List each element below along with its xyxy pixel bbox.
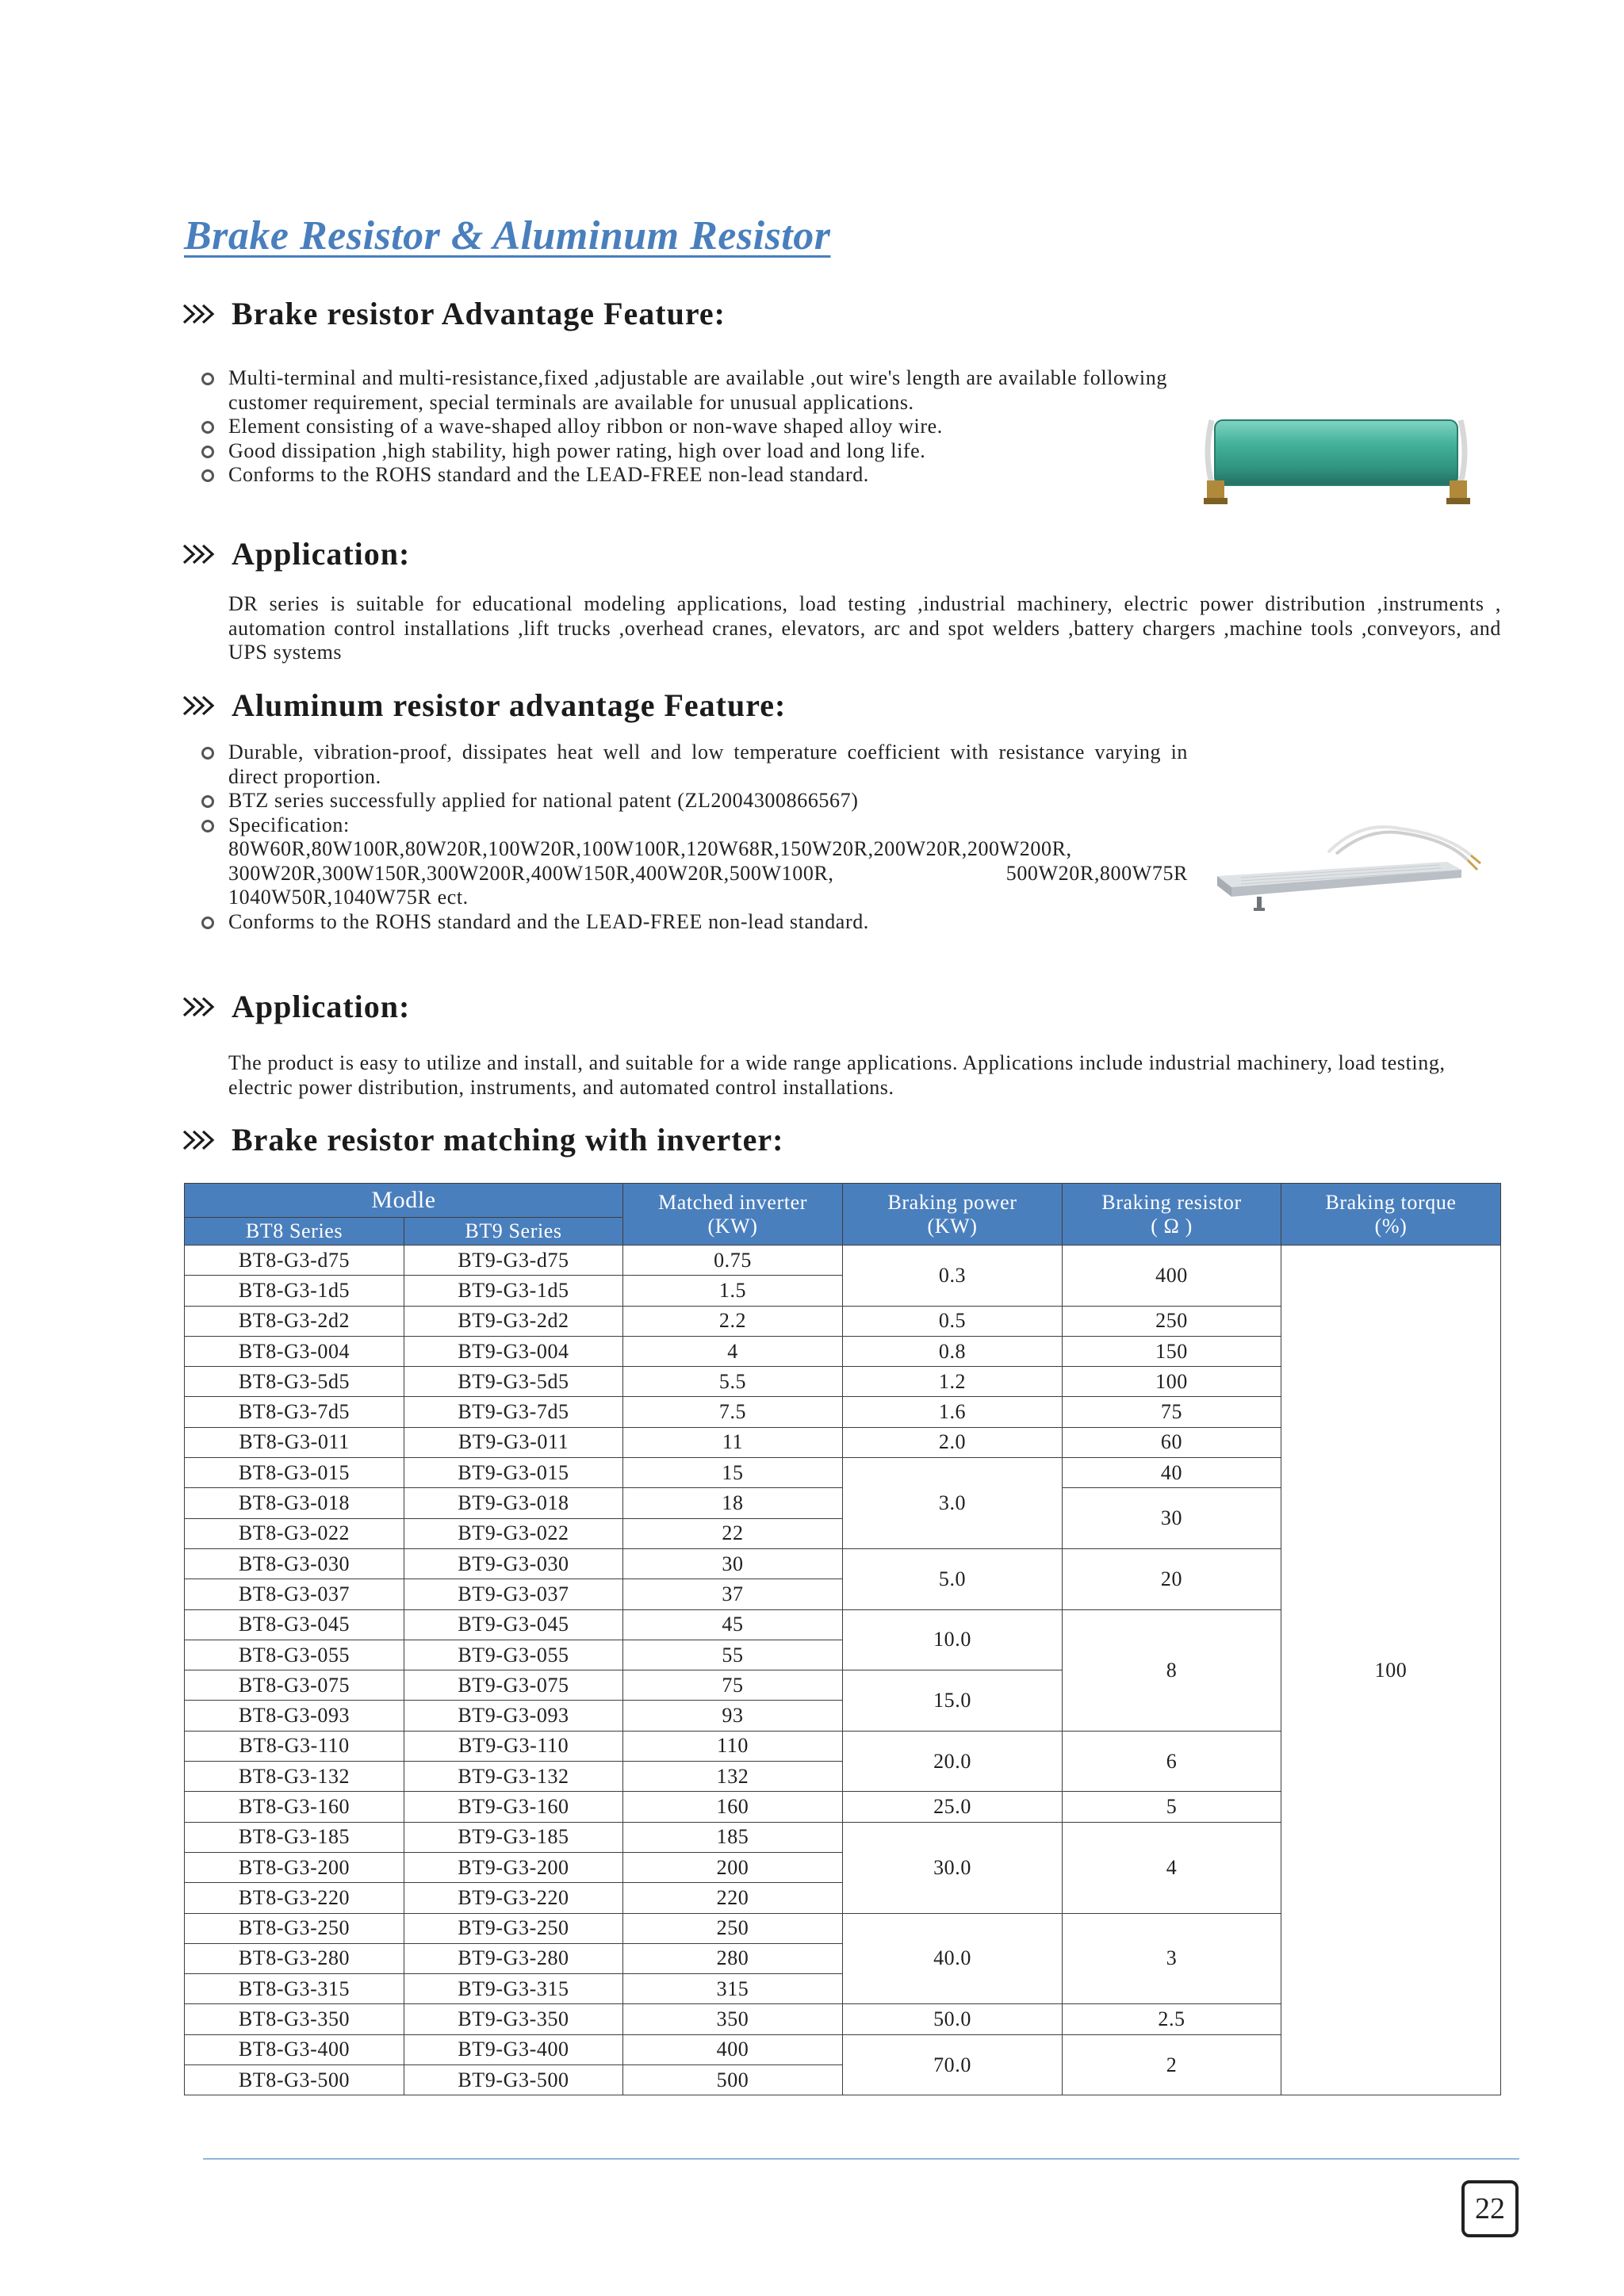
- bt9-model-cell: BT9-G3-075: [404, 1670, 623, 1701]
- matched-inverter-cell: 30: [623, 1548, 843, 1578]
- bt9-model-cell: BT9-G3-030: [404, 1548, 623, 1578]
- list-item: BTZ series successfully applied for national patent (ZL2004300866567): [198, 789, 1188, 813]
- header-braking-torque: Braking torque (%): [1281, 1184, 1501, 1246]
- bullet-icon: [201, 820, 214, 832]
- bullet-icon: [201, 916, 214, 929]
- header-bt8-series: BT8 Series: [185, 1218, 404, 1246]
- bullet-icon: [201, 446, 214, 458]
- aluminum-features-heading-text: Aluminum resistor advantage Feature:: [232, 687, 787, 723]
- matched-inverter-cell: 75: [623, 1670, 843, 1701]
- matched-inverter-cell: 0.75: [623, 1246, 843, 1276]
- bt9-model-cell: BT9-G3-220: [404, 1883, 623, 1913]
- bt8-model-cell: BT8-G3-132: [185, 1762, 404, 1792]
- page-title: Brake Resistor & Aluminum Resistor: [184, 213, 831, 258]
- bt8-model-cell: BT8-G3-075: [185, 1670, 404, 1701]
- matched-inverter-cell: 500: [623, 2065, 843, 2095]
- bt9-model-cell: BT9-G3-5d5: [404, 1367, 623, 1397]
- bt8-model-cell: BT8-G3-185: [185, 1822, 404, 1852]
- bt8-model-cell: BT8-G3-022: [185, 1518, 404, 1548]
- brake-features-heading-text: Brake resistor Advantage Feature:: [232, 296, 726, 331]
- matched-inverter-cell: 18: [623, 1488, 843, 1518]
- list-item: Multi-terminal and multi-resistance,fixed ,adjustable are available ,out wire's length are available following customer requirement, special terminals are available for unusual applications.: [198, 366, 1189, 415]
- double-chevron-icon: [181, 1129, 219, 1151]
- bt8-model-cell: BT8-G3-160: [185, 1792, 404, 1822]
- bt8-model-cell: BT8-G3-5d5: [185, 1367, 404, 1397]
- matching-heading: [181, 1121, 783, 1158]
- bt9-model-cell: BT9-G3-160: [404, 1792, 623, 1822]
- bt9-model-cell: BT9-G3-004: [404, 1336, 623, 1366]
- braking-power-cell: 2.0: [843, 1427, 1063, 1457]
- braking-resistor-cell: 30: [1063, 1488, 1281, 1549]
- bt9-model-cell: BT9-G3-110: [404, 1731, 623, 1761]
- matched-inverter-cell: 22: [623, 1518, 843, 1548]
- braking-power-cell: 0.8: [843, 1336, 1063, 1366]
- double-chevron-icon: [181, 543, 219, 565]
- braking-resistor-cell: 2.5: [1063, 2004, 1281, 2034]
- bt8-model-cell: BT8-G3-030: [185, 1548, 404, 1578]
- list-item: Element consisting of a wave-shaped alloy ribbon or non-wave shaped alloy wire.: [198, 415, 1189, 439]
- matched-inverter-cell: 5.5: [623, 1367, 843, 1397]
- application-text-2: The product is easy to utilize and install, and suitable for a wide range applications. Applications include industrial machinery, load testing, electric power distribution, instruments, and automated control installations.: [228, 1051, 1446, 1099]
- list-item: Good dissipation ,high stability, high power rating, high over load and long life.: [198, 439, 1189, 464]
- brake-features-heading: [181, 295, 726, 332]
- bullet-icon: [201, 795, 214, 808]
- braking-resistor-cell: 60: [1063, 1427, 1281, 1457]
- application-heading-1-text: Application:: [232, 536, 411, 572]
- braking-power-cell: 0.3: [843, 1246, 1063, 1307]
- bt9-model-cell: BT9-G3-093: [404, 1701, 623, 1731]
- header-modle: Modle: [185, 1184, 623, 1218]
- application-heading-1: [181, 535, 410, 572]
- aluminum-resistor-image: [1209, 821, 1483, 916]
- matched-inverter-cell: 4: [623, 1336, 843, 1366]
- matched-inverter-cell: 160: [623, 1792, 843, 1822]
- bt9-model-cell: BT9-G3-200: [404, 1852, 623, 1882]
- bt8-model-cell: BT8-G3-004: [185, 1336, 404, 1366]
- bt8-model-cell: BT8-G3-250: [185, 1913, 404, 1943]
- bt8-model-cell: BT8-G3-280: [185, 1943, 404, 1973]
- braking-power-cell: 40.0: [843, 1913, 1063, 2004]
- header-bt9-series: BT9 Series: [404, 1218, 623, 1246]
- bt8-model-cell: BT8-G3-500: [185, 2065, 404, 2095]
- header-braking-resistor: Braking resistor ( Ω ): [1063, 1184, 1281, 1246]
- bt9-model-cell: BT9-G3-315: [404, 1974, 623, 2004]
- matched-inverter-cell: 400: [623, 2034, 843, 2064]
- list-item: Durable, vibration-proof, dissipates heat well and low temperature coefficient with resistance varying in direct proportion.: [198, 740, 1188, 789]
- braking-power-cell: 30.0: [843, 1822, 1063, 1913]
- bt8-model-cell: BT8-G3-400: [185, 2034, 404, 2064]
- bt8-model-cell: BT8-G3-2d2: [185, 1306, 404, 1336]
- matched-inverter-cell: 132: [623, 1762, 843, 1792]
- bt8-model-cell: BT8-G3-110: [185, 1731, 404, 1761]
- matched-inverter-cell: 185: [623, 1822, 843, 1852]
- bt8-model-cell: BT8-G3-315: [185, 1974, 404, 2004]
- footer-rule: [203, 2158, 1519, 2160]
- braking-power-cell: 1.2: [843, 1367, 1063, 1397]
- braking-resistor-cell: 40: [1063, 1458, 1281, 1488]
- bullet-icon: [201, 421, 214, 434]
- matched-inverter-cell: 93: [623, 1701, 843, 1731]
- bt9-model-cell: BT9-G3-037: [404, 1579, 623, 1609]
- matched-inverter-cell: 15: [623, 1458, 843, 1488]
- table-row: [185, 1246, 1501, 1276]
- braking-resistor-cell: 100: [1063, 1367, 1281, 1397]
- braking-power-cell: 10.0: [843, 1609, 1063, 1670]
- bt8-model-cell: BT8-G3-d75: [185, 1246, 404, 1276]
- braking-resistor-cell: 400: [1063, 1246, 1281, 1307]
- braking-power-cell: 50.0: [843, 2004, 1063, 2034]
- matched-inverter-cell: 110: [623, 1731, 843, 1761]
- matched-inverter-cell: 1.5: [623, 1276, 843, 1306]
- bt8-model-cell: BT8-G3-045: [185, 1609, 404, 1640]
- bt8-model-cell: BT8-G3-200: [185, 1852, 404, 1882]
- braking-power-cell: 1.6: [843, 1397, 1063, 1427]
- bt9-model-cell: BT9-G3-250: [404, 1913, 623, 1943]
- matched-inverter-cell: 350: [623, 2004, 843, 2034]
- braking-resistor-cell: 250: [1063, 1306, 1281, 1336]
- header-braking-power: Braking power (KW): [843, 1184, 1063, 1246]
- matching-heading-text: Brake resistor matching with inverter:: [232, 1122, 784, 1158]
- bt9-model-cell: BT9-G3-055: [404, 1640, 623, 1670]
- braking-resistor-cell: 6: [1063, 1731, 1281, 1792]
- bt9-model-cell: BT9-G3-2d2: [404, 1306, 623, 1336]
- brake-resistor-image: [1197, 396, 1475, 507]
- bt8-model-cell: BT8-G3-015: [185, 1458, 404, 1488]
- bt9-model-cell: BT9-G3-132: [404, 1762, 623, 1792]
- bt8-model-cell: BT8-G3-093: [185, 1701, 404, 1731]
- bt9-model-cell: BT9-G3-500: [404, 2065, 623, 2095]
- braking-resistor-cell: 150: [1063, 1336, 1281, 1366]
- braking-torque-cell: 100: [1281, 1246, 1501, 2095]
- matched-inverter-cell: 7.5: [623, 1397, 843, 1427]
- bullet-icon: [201, 373, 214, 385]
- bt8-model-cell: BT8-G3-055: [185, 1640, 404, 1670]
- double-chevron-icon: [181, 303, 219, 325]
- bt8-model-cell: BT8-G3-018: [185, 1488, 404, 1518]
- matched-inverter-cell: 2.2: [623, 1306, 843, 1336]
- bt8-model-cell: BT8-G3-7d5: [185, 1397, 404, 1427]
- braking-power-cell: 25.0: [843, 1792, 1063, 1822]
- bt9-model-cell: BT9-G3-400: [404, 2034, 623, 2064]
- bt8-model-cell: BT8-G3-220: [185, 1883, 404, 1913]
- bt9-model-cell: BT9-G3-045: [404, 1609, 623, 1640]
- application-text-1: DR series is suitable for educational modeling applications, load testing ,industrial machinery, electric power distribution ,instruments , automation control installations ,lift trucks ,overhead cranes, elevators, arc and spot welders ,battery chargers ,machine tools ,conveyors, and UPS systems: [228, 592, 1501, 664]
- bt9-model-cell: BT9-G3-022: [404, 1518, 623, 1548]
- list-item: Conforms to the ROHS standard and the LEAD-FREE non-lead standard.: [198, 463, 1189, 488]
- application-heading-2: [181, 988, 410, 1025]
- matching-table: [184, 1183, 1501, 2095]
- page-number: 22: [1461, 2180, 1519, 2237]
- matched-inverter-cell: 280: [623, 1943, 843, 1973]
- braking-resistor-cell: 5: [1063, 1792, 1281, 1822]
- braking-power-cell: 15.0: [843, 1670, 1063, 1732]
- braking-power-cell: 5.0: [843, 1548, 1063, 1609]
- bt9-model-cell: BT9-G3-018: [404, 1488, 623, 1518]
- bt8-model-cell: BT8-G3-350: [185, 2004, 404, 2034]
- bullet-icon: [201, 747, 214, 760]
- bullet-icon: [201, 469, 214, 482]
- aluminum-features-heading: [181, 687, 786, 724]
- braking-resistor-cell: 2: [1063, 2034, 1281, 2095]
- braking-power-cell: 3.0: [843, 1458, 1063, 1549]
- matched-inverter-cell: 11: [623, 1427, 843, 1457]
- matched-inverter-cell: 200: [623, 1852, 843, 1882]
- bt9-model-cell: BT9-G3-d75: [404, 1246, 623, 1276]
- bt8-model-cell: BT8-G3-1d5: [185, 1276, 404, 1306]
- matched-inverter-cell: 37: [623, 1579, 843, 1609]
- matched-inverter-cell: 315: [623, 1974, 843, 2004]
- bt9-model-cell: BT9-G3-350: [404, 2004, 623, 2034]
- list-item: Specification: 80W60R,80W100R,80W20R,100W20R,100W100R,120W68R,150W20R,200W20R,200W200R, 300W20R,300W150R,300W200R,400W150R,400W20R,500W100R, 500W20R,800W75R 1040W50R,1040W75R ect.: [198, 813, 1188, 910]
- braking-power-cell: 0.5: [843, 1306, 1063, 1336]
- braking-power-cell: 20.0: [843, 1731, 1063, 1792]
- brake-features-list: [198, 366, 1189, 488]
- braking-resistor-cell: 75: [1063, 1397, 1281, 1427]
- braking-resistor-cell: 3: [1063, 1913, 1281, 2004]
- matching-table-body: [185, 1246, 1501, 2095]
- bt9-model-cell: BT9-G3-011: [404, 1427, 623, 1457]
- braking-power-cell: 70.0: [843, 2034, 1063, 2095]
- braking-resistor-cell: 20: [1063, 1548, 1281, 1609]
- matched-inverter-cell: 55: [623, 1640, 843, 1670]
- bt9-model-cell: BT9-G3-1d5: [404, 1276, 623, 1306]
- aluminum-features-list: [198, 740, 1188, 934]
- bt8-model-cell: BT8-G3-037: [185, 1579, 404, 1609]
- matched-inverter-cell: 220: [623, 1883, 843, 1913]
- list-item: Conforms to the ROHS standard and the LEAD-FREE non-lead standard.: [198, 910, 1188, 935]
- header-matched-inverter: Matched inverter (KW): [623, 1184, 843, 1246]
- bt9-model-cell: BT9-G3-280: [404, 1943, 623, 1973]
- matched-inverter-cell: 250: [623, 1913, 843, 1943]
- bt9-model-cell: BT9-G3-7d5: [404, 1397, 623, 1427]
- application-heading-2-text: Application:: [232, 989, 411, 1024]
- braking-resistor-cell: 8: [1063, 1609, 1281, 1731]
- braking-resistor-cell: 4: [1063, 1822, 1281, 1913]
- bt9-model-cell: BT9-G3-185: [404, 1822, 623, 1852]
- double-chevron-icon: [181, 996, 219, 1018]
- double-chevron-icon: [181, 695, 219, 717]
- bt9-model-cell: BT9-G3-015: [404, 1458, 623, 1488]
- matched-inverter-cell: 45: [623, 1609, 843, 1640]
- bt8-model-cell: BT8-G3-011: [185, 1427, 404, 1457]
